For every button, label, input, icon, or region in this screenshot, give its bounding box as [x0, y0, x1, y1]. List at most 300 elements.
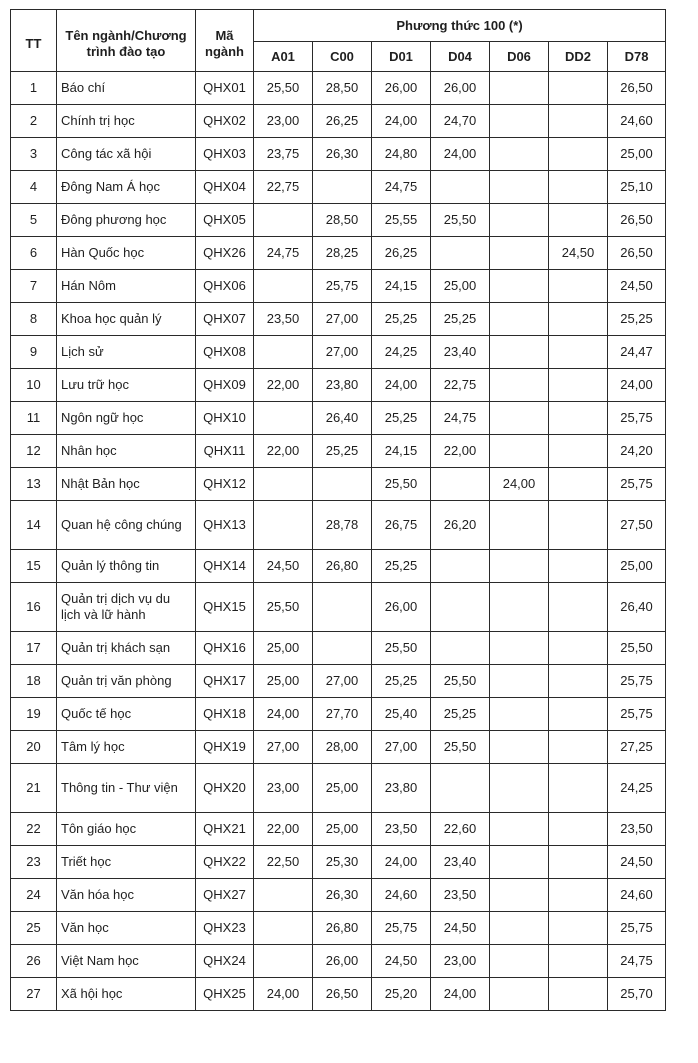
score-a01: 25,00: [254, 665, 313, 698]
score-dd2: 24,50: [549, 237, 608, 270]
table-row: [11, 402, 666, 435]
score-a01: 22,75: [254, 171, 313, 204]
program-name: Lưu trữ học: [57, 369, 196, 402]
score-d78: 25,00: [608, 550, 666, 583]
score-d06: [490, 846, 549, 879]
score-a01: 23,50: [254, 303, 313, 336]
program-code: QHX01: [196, 72, 254, 105]
score-d04: 26,00: [431, 72, 490, 105]
score-a01: 25,00: [254, 632, 313, 665]
score-d78: 24,75: [608, 945, 666, 978]
score-d04: [431, 171, 490, 204]
score-d04: 25,50: [431, 665, 490, 698]
score-c00: 28,78: [313, 501, 372, 550]
score-d04: 24,00: [431, 138, 490, 171]
score-d04: 23,40: [431, 336, 490, 369]
score-a01: 24,00: [254, 698, 313, 731]
score-a01: 24,50: [254, 550, 313, 583]
table-row: [11, 764, 666, 813]
score-d01: 24,15: [372, 270, 431, 303]
table-row: [11, 204, 666, 237]
score-d06: [490, 945, 549, 978]
header-row-top: [11, 10, 666, 42]
row-number: 15: [11, 550, 57, 583]
score-c00: [313, 632, 372, 665]
score-d78: 25,75: [608, 912, 666, 945]
score-c00: 26,50: [313, 978, 372, 1011]
program-code: QHX21: [196, 813, 254, 846]
table-row: [11, 912, 666, 945]
row-number: 3: [11, 138, 57, 171]
score-dd2: [549, 813, 608, 846]
table-row: [11, 698, 666, 731]
score-d78: 24,60: [608, 105, 666, 138]
score-c00: 28,25: [313, 237, 372, 270]
score-c00: 25,00: [313, 813, 372, 846]
program-name: Quản trị văn phòng: [57, 665, 196, 698]
score-d04: 22,60: [431, 813, 490, 846]
score-d01: 26,00: [372, 72, 431, 105]
score-c00: [313, 171, 372, 204]
program-code: QHX03: [196, 138, 254, 171]
score-a01: 23,75: [254, 138, 313, 171]
program-name: Hàn Quốc học: [57, 237, 196, 270]
program-code: QHX22: [196, 846, 254, 879]
score-d06: [490, 550, 549, 583]
row-number: 27: [11, 978, 57, 1011]
header-program-name: Tên ngành/Chương trình đào tạo: [57, 10, 196, 72]
score-a01: 22,00: [254, 813, 313, 846]
score-d78: 27,50: [608, 501, 666, 550]
score-dd2: [549, 846, 608, 879]
score-d78: 23,50: [608, 813, 666, 846]
score-d78: 26,40: [608, 583, 666, 632]
score-dd2: [549, 978, 608, 1011]
program-code: QHX09: [196, 369, 254, 402]
score-d04: 24,00: [431, 978, 490, 1011]
score-c00: 26,30: [313, 879, 372, 912]
score-d06: [490, 632, 549, 665]
program-name: Tôn giáo học: [57, 813, 196, 846]
score-d06: [490, 204, 549, 237]
score-dd2: [549, 945, 608, 978]
score-d01: 23,50: [372, 813, 431, 846]
score-d04: 26,20: [431, 501, 490, 550]
table-row: [11, 270, 666, 303]
score-a01: 25,50: [254, 72, 313, 105]
header-combo-c00: C00: [313, 42, 372, 72]
table-row: [11, 237, 666, 270]
program-name: Thông tin - Thư viện: [57, 764, 196, 813]
score-dd2: [549, 583, 608, 632]
score-d06: [490, 698, 549, 731]
score-d04: 25,00: [431, 270, 490, 303]
score-d04: [431, 237, 490, 270]
score-d78: 25,75: [608, 468, 666, 501]
score-a01: 27,00: [254, 731, 313, 764]
score-d01: 24,50: [372, 945, 431, 978]
table-row: [11, 813, 666, 846]
score-d01: 26,25: [372, 237, 431, 270]
row-number: 12: [11, 435, 57, 468]
score-d06: [490, 72, 549, 105]
score-d06: [490, 764, 549, 813]
score-d01: 24,00: [372, 105, 431, 138]
program-name: Văn hóa học: [57, 879, 196, 912]
header-combo-a01: A01: [254, 42, 313, 72]
score-d06: [490, 270, 549, 303]
table-row: [11, 731, 666, 764]
score-d06: [490, 336, 549, 369]
program-name: Tâm lý học: [57, 731, 196, 764]
score-d04: 24,50: [431, 912, 490, 945]
program-name: Nhân học: [57, 435, 196, 468]
score-d01: 24,75: [372, 171, 431, 204]
table-row: [11, 879, 666, 912]
header-combo-d04: D04: [431, 42, 490, 72]
score-a01: [254, 204, 313, 237]
score-d78: 25,75: [608, 402, 666, 435]
score-d01: 24,00: [372, 369, 431, 402]
score-table-container: [10, 9, 666, 1011]
program-code: QHX08: [196, 336, 254, 369]
score-d06: 24,00: [490, 468, 549, 501]
score-dd2: [549, 764, 608, 813]
score-dd2: [549, 303, 608, 336]
score-d06: [490, 665, 549, 698]
score-d06: [490, 369, 549, 402]
score-c00: 26,25: [313, 105, 372, 138]
score-d06: [490, 237, 549, 270]
program-name: Chính trị học: [57, 105, 196, 138]
program-name: Việt Nam học: [57, 945, 196, 978]
table-row: [11, 978, 666, 1011]
table-row: [11, 369, 666, 402]
score-dd2: [549, 632, 608, 665]
score-c00: [313, 468, 372, 501]
score-c00: 28,50: [313, 72, 372, 105]
score-d78: 24,25: [608, 764, 666, 813]
score-d01: 26,00: [372, 583, 431, 632]
score-dd2: [549, 72, 608, 105]
row-number: 4: [11, 171, 57, 204]
score-d78: 24,20: [608, 435, 666, 468]
score-d01: 27,00: [372, 731, 431, 764]
table-row: [11, 336, 666, 369]
score-d04: [431, 632, 490, 665]
score-dd2: [549, 270, 608, 303]
row-number: 22: [11, 813, 57, 846]
score-d78: 26,50: [608, 237, 666, 270]
score-d04: [431, 764, 490, 813]
score-a01: [254, 468, 313, 501]
score-d01: 26,75: [372, 501, 431, 550]
program-code: QHX05: [196, 204, 254, 237]
table-row: [11, 846, 666, 879]
score-dd2: [549, 698, 608, 731]
score-d01: 25,40: [372, 698, 431, 731]
score-d06: [490, 171, 549, 204]
score-d06: [490, 879, 549, 912]
score-c00: 28,50: [313, 204, 372, 237]
score-d78: 24,50: [608, 846, 666, 879]
score-d04: 25,50: [431, 731, 490, 764]
score-d78: 25,75: [608, 665, 666, 698]
score-dd2: [549, 435, 608, 468]
score-d04: 24,75: [431, 402, 490, 435]
score-d01: 24,80: [372, 138, 431, 171]
score-c00: 26,80: [313, 550, 372, 583]
admission-score-table: [10, 9, 666, 1011]
program-name: Hán Nôm: [57, 270, 196, 303]
score-d78: 25,10: [608, 171, 666, 204]
program-code: QHX02: [196, 105, 254, 138]
score-d78: 25,00: [608, 138, 666, 171]
score-d78: 26,50: [608, 204, 666, 237]
header-method: Phương thức 100 (*): [254, 10, 666, 42]
score-d01: 24,25: [372, 336, 431, 369]
program-name: Đông phương học: [57, 204, 196, 237]
header-combo-dd2: DD2: [549, 42, 608, 72]
score-c00: 25,75: [313, 270, 372, 303]
score-d01: 25,50: [372, 632, 431, 665]
header-combo-d78: D78: [608, 42, 666, 72]
row-number: 16: [11, 583, 57, 632]
score-dd2: [549, 468, 608, 501]
score-c00: 26,40: [313, 402, 372, 435]
score-dd2: [549, 105, 608, 138]
score-d78: 26,50: [608, 72, 666, 105]
score-a01: [254, 336, 313, 369]
header-combo-d01: D01: [372, 42, 431, 72]
score-c00: 25,00: [313, 764, 372, 813]
program-code: QHX10: [196, 402, 254, 435]
score-dd2: [549, 501, 608, 550]
score-d04: 22,75: [431, 369, 490, 402]
score-d01: 25,25: [372, 402, 431, 435]
score-a01: 25,50: [254, 583, 313, 632]
score-dd2: [549, 550, 608, 583]
score-d06: [490, 105, 549, 138]
program-name: Đông Nam Á học: [57, 171, 196, 204]
table-row: [11, 583, 666, 632]
score-d78: 24,60: [608, 879, 666, 912]
score-d01: 25,25: [372, 550, 431, 583]
score-dd2: [549, 402, 608, 435]
program-name: Ngôn ngữ học: [57, 402, 196, 435]
score-d06: [490, 813, 549, 846]
score-a01: 22,00: [254, 369, 313, 402]
program-code: QHX18: [196, 698, 254, 731]
program-code: QHX15: [196, 583, 254, 632]
program-code: QHX07: [196, 303, 254, 336]
score-d78: 27,25: [608, 731, 666, 764]
program-code: QHX16: [196, 632, 254, 665]
program-code: QHX06: [196, 270, 254, 303]
program-name: Lịch sử: [57, 336, 196, 369]
score-d04: 23,40: [431, 846, 490, 879]
score-d01: 23,80: [372, 764, 431, 813]
score-d78: 25,25: [608, 303, 666, 336]
row-number: 2: [11, 105, 57, 138]
score-c00: 26,30: [313, 138, 372, 171]
score-d01: 25,25: [372, 303, 431, 336]
program-name: Quốc tế học: [57, 698, 196, 731]
program-code: QHX26: [196, 237, 254, 270]
score-a01: 22,00: [254, 435, 313, 468]
score-dd2: [549, 912, 608, 945]
score-d04: [431, 583, 490, 632]
program-code: QHX04: [196, 171, 254, 204]
program-name: Công tác xã hội: [57, 138, 196, 171]
score-d04: 22,00: [431, 435, 490, 468]
row-number: 6: [11, 237, 57, 270]
score-d78: 25,75: [608, 698, 666, 731]
table-row: [11, 171, 666, 204]
score-d01: 25,75: [372, 912, 431, 945]
row-number: 18: [11, 665, 57, 698]
score-dd2: [549, 731, 608, 764]
score-a01: [254, 402, 313, 435]
row-number: 13: [11, 468, 57, 501]
table-row: [11, 435, 666, 468]
score-a01: [254, 879, 313, 912]
program-name: Quản trị khách sạn: [57, 632, 196, 665]
score-d01: 25,25: [372, 665, 431, 698]
program-name: Nhật Bản học: [57, 468, 196, 501]
score-d06: [490, 402, 549, 435]
row-number: 20: [11, 731, 57, 764]
score-dd2: [549, 879, 608, 912]
header-combo-d06: D06: [490, 42, 549, 72]
program-code: QHX17: [196, 665, 254, 698]
program-name: Xã hội học: [57, 978, 196, 1011]
row-number: 23: [11, 846, 57, 879]
program-code: QHX11: [196, 435, 254, 468]
header-program-code: Mã ngành: [196, 10, 254, 72]
score-a01: [254, 501, 313, 550]
score-a01: [254, 270, 313, 303]
score-d04: 25,25: [431, 698, 490, 731]
row-number: 19: [11, 698, 57, 731]
score-d04: 25,50: [431, 204, 490, 237]
score-dd2: [549, 204, 608, 237]
score-d04: 24,70: [431, 105, 490, 138]
score-d78: 25,50: [608, 632, 666, 665]
program-name: Quan hệ công chúng: [57, 501, 196, 550]
score-c00: 26,80: [313, 912, 372, 945]
table-row: [11, 665, 666, 698]
score-dd2: [549, 336, 608, 369]
program-name: Quản lý thông tin: [57, 550, 196, 583]
score-c00: 25,25: [313, 435, 372, 468]
score-a01: 24,75: [254, 237, 313, 270]
table-row: [11, 550, 666, 583]
score-d04: [431, 468, 490, 501]
table-row: [11, 303, 666, 336]
score-a01: [254, 945, 313, 978]
score-c00: 27,00: [313, 303, 372, 336]
score-dd2: [549, 665, 608, 698]
score-d06: [490, 583, 549, 632]
row-number: 25: [11, 912, 57, 945]
row-number: 8: [11, 303, 57, 336]
row-number: 10: [11, 369, 57, 402]
score-c00: 25,30: [313, 846, 372, 879]
program-code: QHX14: [196, 550, 254, 583]
program-code: QHX24: [196, 945, 254, 978]
score-d78: 24,47: [608, 336, 666, 369]
program-code: QHX20: [196, 764, 254, 813]
program-name: Khoa học quản lý: [57, 303, 196, 336]
score-d04: 23,50: [431, 879, 490, 912]
score-dd2: [549, 369, 608, 402]
program-code: QHX19: [196, 731, 254, 764]
score-a01: 23,00: [254, 764, 313, 813]
score-a01: 24,00: [254, 978, 313, 1011]
score-d01: 24,00: [372, 846, 431, 879]
row-number: 17: [11, 632, 57, 665]
score-d78: 25,70: [608, 978, 666, 1011]
score-d04: 23,00: [431, 945, 490, 978]
row-number: 14: [11, 501, 57, 550]
score-c00: 28,00: [313, 731, 372, 764]
header-tt: TT: [11, 10, 57, 72]
program-name: Báo chí: [57, 72, 196, 105]
program-code: QHX27: [196, 879, 254, 912]
score-d78: 24,50: [608, 270, 666, 303]
row-number: 5: [11, 204, 57, 237]
table-row: [11, 138, 666, 171]
score-d06: [490, 501, 549, 550]
table-body: [11, 72, 666, 1011]
score-c00: 26,00: [313, 945, 372, 978]
score-d06: [490, 912, 549, 945]
score-d01: 24,15: [372, 435, 431, 468]
program-code: QHX13: [196, 501, 254, 550]
score-d06: [490, 435, 549, 468]
program-code: QHX12: [196, 468, 254, 501]
score-d01: 24,60: [372, 879, 431, 912]
score-d06: [490, 303, 549, 336]
score-a01: [254, 912, 313, 945]
table-row: [11, 72, 666, 105]
score-d04: [431, 550, 490, 583]
program-name: Triết học: [57, 846, 196, 879]
table-row: [11, 501, 666, 550]
score-c00: 27,00: [313, 336, 372, 369]
program-name: Quản trị dịch vụ du lịch và lữ hành: [57, 583, 196, 632]
score-dd2: [549, 138, 608, 171]
table-row: [11, 945, 666, 978]
table-row: [11, 632, 666, 665]
score-c00: [313, 583, 372, 632]
table-row: [11, 105, 666, 138]
score-c00: 27,00: [313, 665, 372, 698]
score-a01: 22,50: [254, 846, 313, 879]
score-a01: 23,00: [254, 105, 313, 138]
score-c00: 23,80: [313, 369, 372, 402]
table-row: [11, 468, 666, 501]
row-number: 7: [11, 270, 57, 303]
row-number: 9: [11, 336, 57, 369]
program-name: Văn học: [57, 912, 196, 945]
score-dd2: [549, 171, 608, 204]
score-d06: [490, 978, 549, 1011]
row-number: 11: [11, 402, 57, 435]
score-d78: 24,00: [608, 369, 666, 402]
score-c00: 27,70: [313, 698, 372, 731]
